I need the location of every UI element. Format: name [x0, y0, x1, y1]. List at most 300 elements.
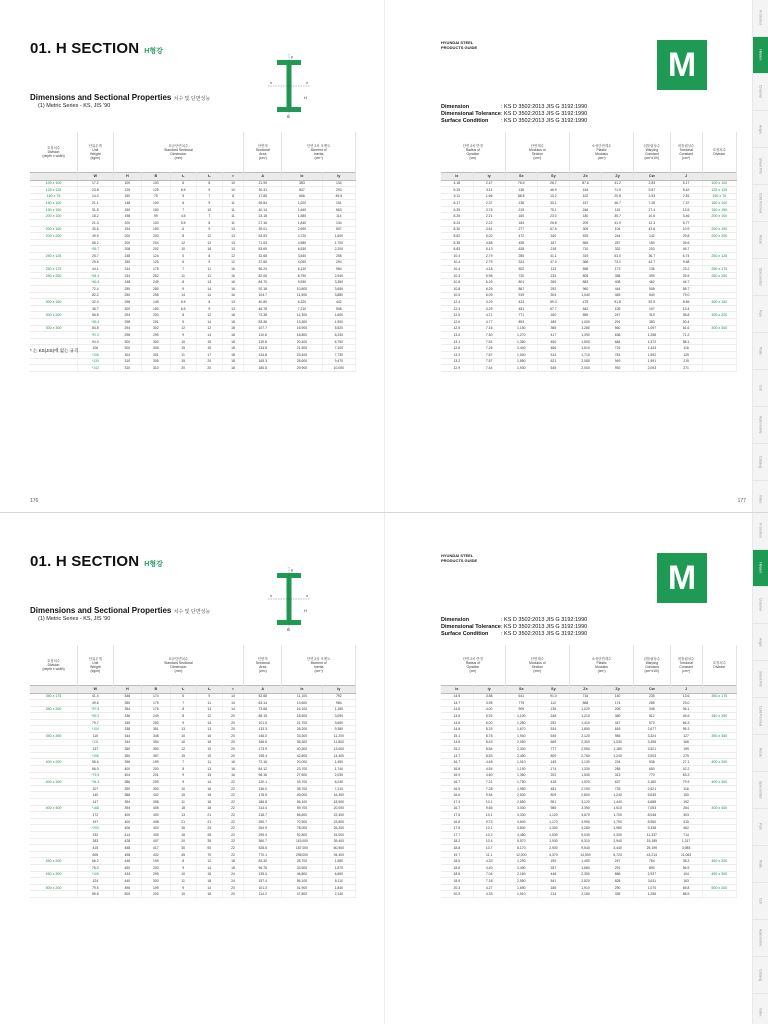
division-cell	[702, 785, 736, 792]
value-cell: 14	[222, 706, 243, 713]
value-cell: 18	[222, 358, 243, 365]
table-row	[30, 233, 356, 240]
value-cell: 1,610	[569, 345, 601, 352]
value-cell: 94,400	[322, 851, 355, 858]
value-cell: 35.7	[602, 213, 634, 220]
standard-label: Surface Condition	[441, 631, 489, 637]
value-cell: 39.6	[670, 239, 702, 246]
division-cell	[702, 318, 736, 325]
value-cell: 9	[196, 693, 222, 700]
value-cell: 11,063	[670, 851, 702, 858]
value-cell: 1,940	[505, 733, 537, 740]
value-cell: 42,800	[282, 752, 322, 759]
value-cell: 12.5	[441, 325, 473, 332]
value-cell: 1,020	[282, 200, 322, 207]
value-cell: 1,850	[569, 726, 601, 733]
value-cell: 150	[113, 193, 142, 200]
value-cell: 175	[142, 266, 171, 273]
division-cell	[30, 719, 78, 726]
value-cell: 8.84	[473, 746, 505, 753]
value-cell: 30	[170, 845, 196, 852]
sidebar-item[interactable]	[753, 222, 768, 259]
division-cell	[30, 851, 78, 858]
division-cell	[702, 345, 736, 352]
value-cell: 1,150	[505, 325, 537, 332]
sidebar-item[interactable]	[753, 37, 768, 74]
value-cell: 192	[670, 799, 702, 806]
value-cell: 3,496	[634, 739, 670, 746]
sidebar-item[interactable]	[753, 735, 768, 772]
table-row	[441, 239, 737, 246]
table-row	[441, 358, 737, 365]
sidebar-item-label: H Section	[758, 523, 763, 539]
value-cell: 292	[537, 286, 569, 293]
value-cell: 1.66	[473, 193, 505, 200]
division-cell	[702, 739, 736, 746]
value-cell: 8.26	[441, 213, 473, 220]
value-cell: 10.4	[473, 838, 505, 845]
value-cell: 6.29	[473, 286, 505, 293]
header-area: 단면적 Sectional Area (cm²)	[244, 132, 282, 172]
division-cell	[702, 365, 736, 372]
table-row	[30, 253, 356, 260]
table-row	[30, 766, 356, 773]
sidebar-item[interactable]	[753, 513, 768, 550]
value-cell: 33,700	[282, 779, 322, 786]
value-cell: 305	[142, 345, 171, 352]
table-row	[30, 759, 356, 766]
sidebar-item[interactable]	[753, 661, 768, 698]
value-cell: 1,910	[505, 891, 537, 898]
value-cell: 13	[222, 233, 243, 240]
table-row	[441, 299, 737, 306]
value-cell: 36.1	[670, 706, 702, 713]
value-cell: 26.7	[537, 180, 569, 187]
value-cell: 6.09	[473, 292, 505, 299]
value-cell: 528.6	[244, 845, 282, 852]
division-cell: 400 x 300	[702, 779, 736, 786]
table-row	[441, 187, 737, 194]
value-cell: 8.78	[473, 733, 505, 740]
value-cell: 160	[505, 213, 537, 220]
value-cell: 12	[170, 239, 196, 246]
division-cell	[702, 292, 736, 299]
value-cell: 300	[113, 338, 142, 345]
value-cell: 71.53	[244, 239, 282, 246]
division-cell	[30, 365, 78, 372]
value-cell: 14	[222, 693, 243, 700]
value-cell: 215	[670, 358, 702, 365]
sidebar-item[interactable]	[753, 698, 768, 735]
value-cell: 20,000	[322, 805, 355, 812]
table-row	[441, 858, 737, 865]
value-cell: 1,330	[569, 766, 601, 773]
value-cell: 6,720	[602, 851, 634, 858]
value-cell: 1,690	[505, 884, 537, 891]
value-cell: 13	[196, 279, 222, 286]
value-cell: 3.29	[473, 299, 505, 306]
value-cell: 4,440	[602, 845, 634, 852]
table-row	[30, 746, 356, 753]
value-cell: 18.6	[441, 864, 473, 871]
properties-subtitle: (1) Metric Series - KS, JIS '90	[38, 103, 111, 109]
division-cell: 150 x 100	[702, 200, 736, 207]
sidebar-item-label: Pipe	[758, 823, 763, 831]
value-cell: 42.7	[634, 259, 670, 266]
sidebar-item[interactable]	[753, 550, 768, 587]
value-cell: 2,521	[634, 785, 670, 792]
value-cell: 563	[322, 206, 355, 213]
value-cell: 79.0	[670, 292, 702, 299]
value-cell: 116	[670, 345, 702, 352]
table-row	[441, 746, 737, 753]
sidebar-item[interactable]	[753, 259, 768, 296]
value-cell: 919	[505, 292, 537, 299]
value-cell: 149	[142, 299, 171, 306]
value-cell: 1,170	[537, 818, 569, 825]
value-cell: 332	[602, 246, 634, 253]
value-cell: 9.65	[473, 805, 505, 812]
value-cell: 418	[537, 779, 569, 786]
value-cell: 125	[142, 259, 171, 266]
value-cell: 22	[222, 779, 243, 786]
sidebar-item[interactable]	[753, 74, 768, 111]
value-cell: 199	[670, 746, 702, 753]
standard-row	[441, 118, 587, 125]
sidebar-item[interactable]	[753, 296, 768, 333]
division-cell: 400 x 300	[30, 779, 78, 786]
value-cell: 9,338	[634, 825, 670, 832]
value-cell: 6.17	[441, 200, 473, 207]
value-cell: 21,500	[282, 345, 322, 352]
value-cell: 7.44	[473, 365, 505, 372]
value-cell: 5.02	[473, 233, 505, 240]
value-cell: 462	[634, 279, 670, 286]
value-cell: 1,280	[569, 325, 601, 332]
value-cell: 285	[634, 700, 670, 707]
value-cell: 525	[569, 233, 601, 240]
value-cell: 70	[196, 851, 222, 858]
division-cell: 500 x 200	[30, 884, 78, 891]
value-cell: 140	[78, 792, 114, 799]
table-row	[441, 318, 737, 325]
value-cell: 2,050	[505, 739, 537, 746]
value-cell: 2,820	[569, 878, 601, 885]
division-cell	[702, 305, 736, 312]
sidebar-item[interactable]	[753, 957, 768, 994]
value-cell: 79.7	[78, 719, 114, 726]
division-cell	[702, 338, 736, 345]
sidebar-item[interactable]	[753, 994, 768, 1024]
sidebar-item[interactable]	[753, 407, 768, 444]
value-cell: 257	[602, 239, 634, 246]
value-cell: 2,677	[634, 726, 670, 733]
sidebar-item[interactable]	[753, 920, 768, 957]
value-cell: 5.29	[441, 187, 473, 194]
value-cell: 22	[222, 785, 243, 792]
value-cell: 124	[142, 253, 171, 260]
value-cell: 119.8	[244, 338, 282, 345]
division-cell: 200 x 100	[30, 213, 78, 220]
value-cell: 46.7	[670, 246, 702, 253]
header-dimension: 표준단면치수 Standard Sectional Dimension (mm)	[113, 132, 244, 172]
value-cell: 70,900	[282, 818, 322, 825]
value-cell: 2,093	[634, 365, 670, 372]
division-cell	[702, 246, 736, 253]
table-row	[441, 864, 737, 871]
division-cell: 400 x 200	[702, 759, 736, 766]
table-row	[441, 259, 737, 266]
value-cell: 134.8	[244, 351, 282, 358]
value-cell: 565	[569, 239, 601, 246]
value-cell: 14	[196, 332, 222, 339]
value-cell: 24	[222, 871, 243, 878]
value-cell: *69.2	[78, 713, 114, 720]
table-row	[441, 226, 737, 233]
value-cell: *156	[78, 752, 114, 759]
value-cell: 15.1	[441, 733, 473, 740]
value-cell: 3,120	[569, 799, 601, 806]
value-cell: 9	[170, 318, 196, 325]
value-cell: 199	[142, 858, 171, 865]
sidebar-item[interactable]	[753, 587, 768, 624]
value-cell: 29.8	[670, 233, 702, 240]
value-cell: 99	[142, 213, 171, 220]
sidebar-item[interactable]	[753, 846, 768, 883]
value-cell: 801	[505, 279, 537, 286]
division-cell	[30, 785, 78, 792]
left-dimension-table: 호칭치수 Division (depth x width) 단위무게 Unit Weight (kg/m) 표준단면치수 Standard Sectional Dimension (mm) 단면적 Sectional Area (cm²) 단면 2차 모멘트 Moment of Inertia (cm⁴) W H B t₁ t₂ r A Ix Iy 350 x 175 41.4 346 174 6 9 14 52.68 11,100 792 49.6 350 175 7 11 14 63.14 13,600 984 350 x 250 *57.8 354 176 8 13 14 73.68 16,100 1,180 *69.2 336 249 8 12 20 88.15 18,500 3,090 79.7 340 250 9 14 20 101.5 21,700 3,650 *104 338 351 13 13 20 133.3 28,200 9,380 350 x 350 115 344 348 10 16 20 146.0 33,300 11,200 *131 344 354 16 16 20 166.6 35,300 11,800 137 350 350 12 19 20 173.9 40,300 13,600 *156 350 357 19 19 20 198.4 42,800 14,400 400 x 200 56.6 396 199 7 11 16 72.16 20,000 1,450 66.0 400 200 8 13 16 84.12 23,700 1,740 *75.5 404 201 9 15 16 96.16 27,500 2,030 400 x 300 *94.3 386 299 9 14 22 120.1 33,700 6,240 107 390 300 10 16 22 136.0 38,700 7,210 140 388 402 15 15 22 178.5 49,000 16,300 147 394 398 11 18 22 186.8 56,100 18,900 400 x 400 *168 394 405 18 18 22 214.4 59,700 20,000 172 400 400 13 21 22 218.7 66,600 22,400 197 400 408 21 21 22 250.7 70,900 23,800 *200 406 403 16 24 22 254.9 78,000 26,200 232 414 405 18 28 22 295.4 92,800 31,000 283 428 407 20 35 22 360.7 119,000 39,400 415 458 417 30 50 22 528.6 187,000 60,500 605 498 432 45 70 22 770.1 298,000 94,400 450 x 200 66.2 446 199 8 12 18 84.30 28,700 1,580 76.0 450 200 9 14 18 96.76 33,500 1,870 450 x 300 *106 434 299 10 15 24 135.0 46,800 6,690 124 440 300 11 18 24 157.4 56,100 8,110 500 x 200 79.5 496 199 9 14 20 101.3 41,900 1,840 89.6 500 200 10 16 20 114.2 47,800 2,140	[30, 645, 356, 898]
value-cell: 472	[505, 233, 537, 240]
value-cell: 1,210	[569, 713, 601, 720]
value-cell: 19	[196, 746, 222, 753]
division-cell	[30, 239, 78, 246]
svg-text:B: B	[287, 114, 290, 119]
value-cell: 9,540	[569, 845, 601, 852]
value-cell: 299	[142, 332, 171, 339]
sidebar-item-label: Coil	[758, 384, 763, 392]
value-cell: 6.00	[473, 719, 505, 726]
sidebar-item[interactable]	[753, 111, 768, 148]
table-row	[441, 752, 737, 759]
value-cell: 710	[569, 246, 601, 253]
value-cell: 250	[113, 286, 142, 293]
table-row	[441, 193, 737, 200]
table-row	[441, 351, 737, 358]
value-cell: 3,903	[634, 752, 670, 759]
section-title-kr: H형강	[144, 561, 163, 568]
division-cell	[30, 891, 78, 898]
value-cell: 16.6	[441, 792, 473, 799]
value-cell: 250	[142, 719, 171, 726]
value-cell: 4,720	[282, 233, 322, 240]
division-cell: 150 x 150	[702, 206, 736, 213]
value-cell: 8	[196, 220, 222, 227]
value-cell: 13,300	[282, 318, 322, 325]
sidebar-item[interactable]	[753, 185, 768, 222]
value-cell: 16	[170, 739, 196, 746]
value-cell: 3,350	[322, 279, 355, 286]
value-cell: 10.2	[473, 831, 505, 838]
value-cell: 26.8	[537, 220, 569, 227]
value-cell: 2,120	[569, 733, 601, 740]
table-row	[441, 233, 737, 240]
sidebar-item-label: Plate	[758, 860, 763, 868]
value-cell: 104	[602, 226, 634, 233]
value-cell: 174	[142, 693, 171, 700]
value-cell: 514	[537, 351, 569, 358]
sidebar-item[interactable]	[753, 148, 768, 185]
value-cell: 20	[222, 891, 243, 898]
value-cell: 299	[142, 779, 171, 786]
header-unit-weight: 단위무게 Unit Weight (kg/m)	[78, 132, 114, 172]
division-cell	[702, 831, 736, 838]
value-cell: 984	[322, 700, 355, 707]
division-cell: 300 x 200	[30, 312, 78, 319]
table-row	[441, 286, 737, 293]
value-cell: 3,670	[569, 812, 601, 819]
value-cell: 73.68	[244, 706, 282, 713]
sidebar-item[interactable]	[753, 809, 768, 846]
value-cell: 812	[634, 713, 670, 720]
value-cell: 18	[196, 878, 222, 885]
value-cell: 200	[113, 239, 142, 246]
value-cell: 9	[196, 259, 222, 266]
value-cell: 12	[196, 233, 222, 240]
section-title	[30, 553, 163, 570]
table-row	[30, 739, 356, 746]
value-cell: 985	[602, 733, 634, 740]
division-cell: 125 x 125	[30, 187, 78, 194]
svg-text:B: B	[287, 627, 290, 632]
value-cell: 1,410	[569, 719, 601, 726]
value-cell: 7.16	[473, 325, 505, 332]
value-cell: 340	[113, 719, 142, 726]
value-cell: 18	[222, 864, 243, 871]
value-cell: 42.2	[670, 766, 702, 773]
value-cell: 7,053	[634, 805, 670, 812]
value-cell: 8	[196, 299, 222, 306]
value-cell: 56.8	[78, 312, 114, 319]
value-cell: 66,600	[282, 812, 322, 819]
value-cell: 94.0	[78, 338, 114, 345]
value-cell: 119,000	[282, 838, 322, 845]
value-cell: 3.46	[670, 213, 702, 220]
value-cell: 6	[170, 200, 196, 207]
value-cell: 56.2	[78, 239, 114, 246]
value-cell: 28	[196, 831, 222, 838]
value-cell: 2,550	[569, 746, 601, 753]
value-cell: 2,390	[569, 871, 601, 878]
standard-label: Dimension	[441, 617, 470, 623]
value-cell: 1,840	[282, 220, 322, 227]
value-cell: 1,592	[634, 351, 670, 358]
value-cell: 14	[170, 292, 196, 299]
value-cell: 12	[196, 239, 222, 246]
value-cell: 14.5	[441, 713, 473, 720]
value-cell: 18.6	[441, 871, 473, 878]
svg-text:y: y	[291, 567, 293, 572]
sidebar-item[interactable]	[753, 333, 768, 370]
value-cell: 24	[222, 878, 243, 885]
division-cell: 400 x 400	[30, 805, 78, 812]
value-cell: 1,680	[569, 864, 601, 871]
value-cell: 148	[113, 200, 142, 207]
sidebar-item[interactable]	[753, 0, 768, 37]
value-cell: 166	[670, 739, 702, 746]
value-cell: 200	[142, 233, 171, 240]
value-cell: 4,050	[282, 259, 322, 266]
brand-label: HYUNDAI STEEL PRODUCTS GUIDE	[441, 40, 478, 50]
division-cell	[30, 739, 78, 746]
value-cell: 173	[602, 266, 634, 273]
value-cell: 14.5	[441, 693, 473, 700]
value-cell: 88.15	[244, 713, 282, 720]
table-row	[30, 305, 356, 312]
value-cell: 12.5	[441, 312, 473, 319]
value-cell: 8	[196, 180, 222, 187]
value-cell: 11	[196, 700, 222, 707]
section-title-text: 01. H SECTION	[30, 40, 140, 57]
value-cell: 8.65	[670, 299, 702, 306]
sidebar-item[interactable]	[753, 883, 768, 920]
value-cell: 4.18	[441, 180, 473, 187]
value-cell: 184	[505, 220, 537, 227]
value-cell: 6	[170, 180, 196, 187]
value-cell: 104	[670, 871, 702, 878]
value-cell: 56,100	[282, 799, 322, 806]
sidebar-item-label: Catalog	[758, 968, 763, 982]
sidebar-item[interactable]	[753, 772, 768, 809]
sidebar-item[interactable]	[753, 624, 768, 661]
table-row	[30, 220, 356, 227]
value-cell: 300	[113, 305, 142, 312]
sidebar-item[interactable]	[753, 444, 768, 481]
value-cell: 1,490	[505, 864, 537, 871]
value-cell: 8,110	[322, 878, 355, 885]
value-cell: 15	[196, 871, 222, 878]
value-cell: 49.5	[322, 193, 355, 200]
value-cell: 8	[170, 279, 196, 286]
value-cell: 13	[222, 239, 243, 246]
division-cell	[702, 726, 736, 733]
value-cell: 20.5	[441, 891, 473, 898]
value-cell: 147	[78, 799, 114, 806]
sidebar-item[interactable]	[753, 370, 768, 407]
value-cell: 176	[142, 706, 171, 713]
value-cell: 6,530	[282, 246, 322, 253]
value-cell: 293	[322, 187, 355, 194]
value-cell: 5,030	[569, 831, 601, 838]
value-cell: 300	[142, 785, 171, 792]
value-cell: 13	[222, 299, 243, 306]
table-row	[441, 766, 737, 773]
value-cell: 102	[569, 193, 601, 200]
value-cell: 20	[196, 358, 222, 365]
value-cell: 185	[537, 884, 569, 891]
value-cell: 428	[113, 838, 142, 845]
table-row	[30, 884, 356, 891]
value-cell: 65.8	[670, 884, 702, 891]
value-cell: 985	[537, 805, 569, 812]
value-cell: 5.98	[473, 272, 505, 279]
value-cell: 18	[222, 351, 243, 358]
sidebar-item-label: Angle	[758, 637, 763, 647]
value-cell: 37.66	[244, 259, 282, 266]
table-row	[441, 213, 737, 220]
value-cell: 83.36	[244, 318, 282, 325]
value-cell: 414	[113, 831, 142, 838]
